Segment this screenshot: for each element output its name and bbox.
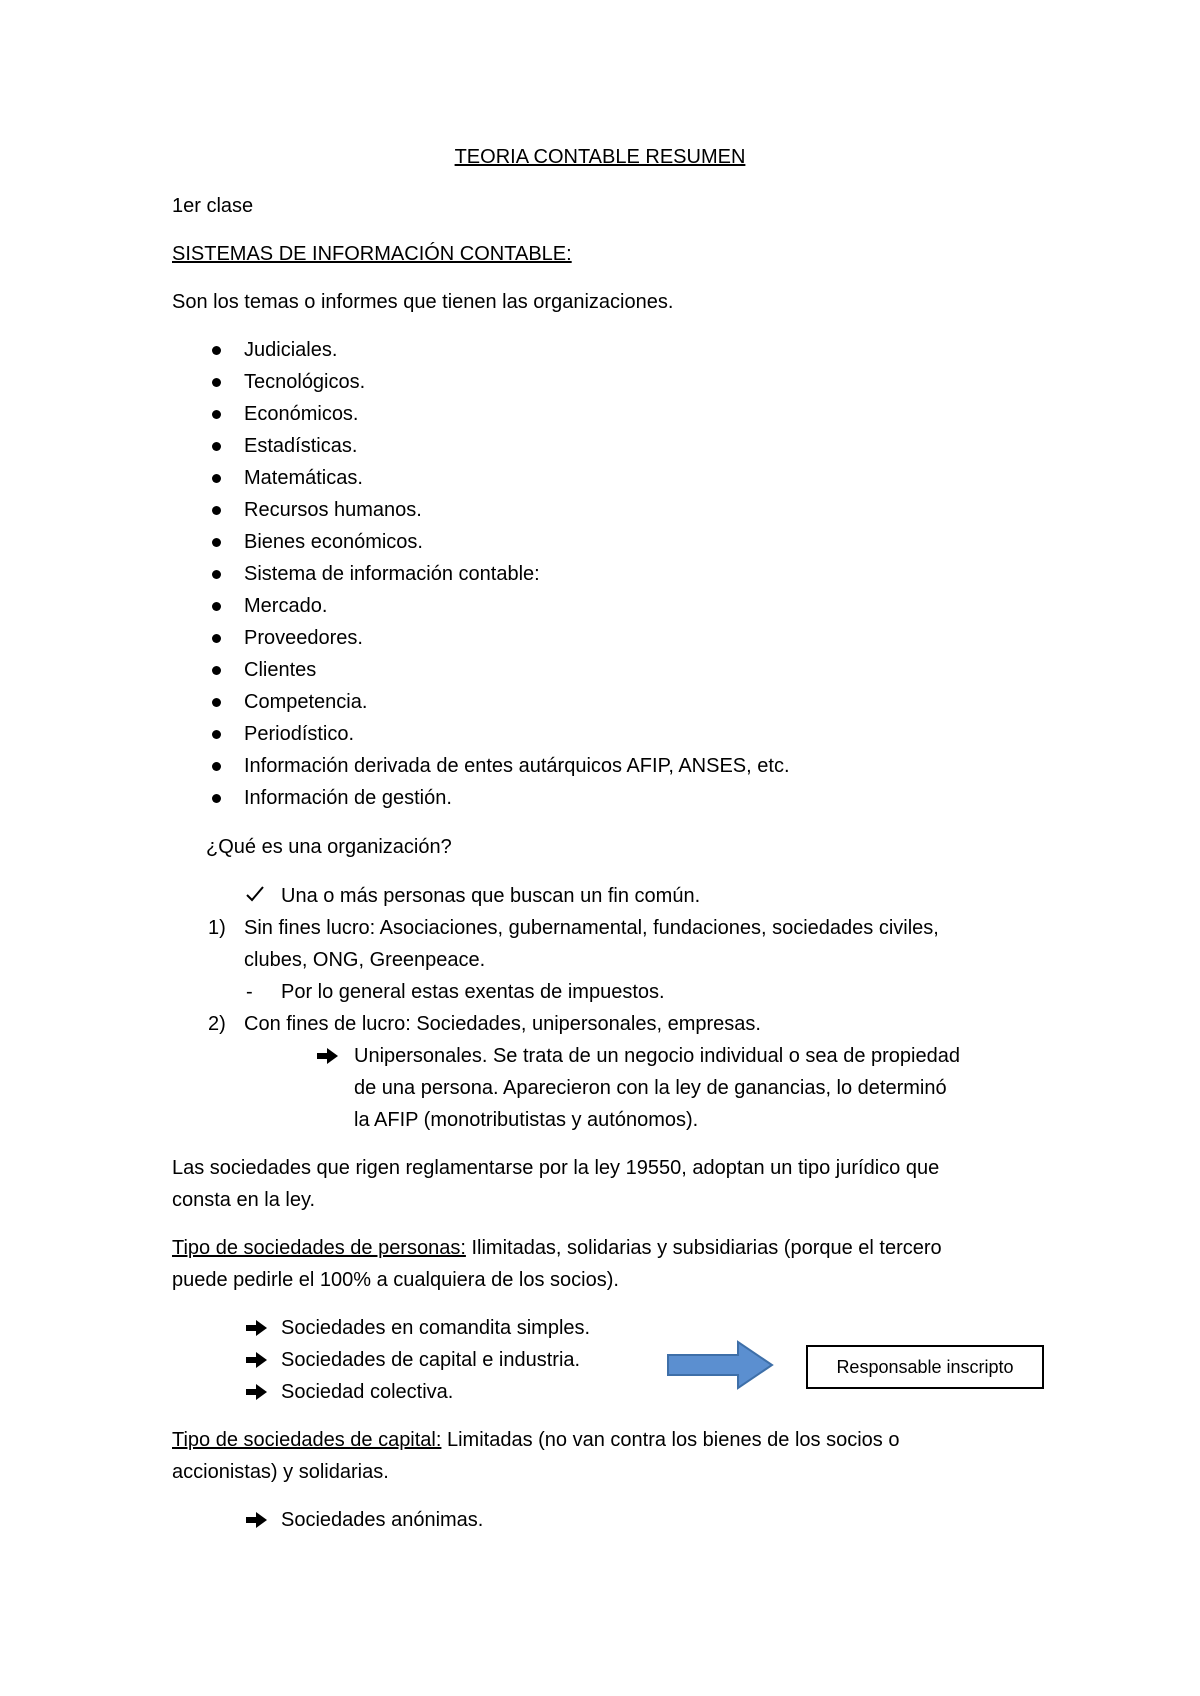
persons-paragraph-line1 <box>172 1235 942 1261</box>
list-item: Periodístico. <box>244 723 355 745</box>
bullet-icon <box>212 506 221 515</box>
bullet-icon <box>212 666 221 675</box>
list-item: Mercado. <box>244 595 328 617</box>
bullet-icon <box>212 794 221 803</box>
list-item: Bienes económicos. <box>244 531 423 553</box>
bullet-icon <box>212 570 221 579</box>
persons-paragraph-line2: puede pedirle el 100% a cualquiera de los socios). <box>172 1269 619 1291</box>
arrow-right-icon <box>246 1319 268 1337</box>
list-item: Información derivada de entes autárquicos AFIP, ANSES, etc. <box>244 755 790 777</box>
list-item: Económicos. <box>244 403 359 425</box>
checkmark-icon <box>246 886 264 902</box>
bullet-icon <box>212 378 221 387</box>
page-title: TEORIA CONTABLE RESUMEN <box>454 146 746 168</box>
class-label: 1er clase <box>172 195 254 217</box>
list-item: Judiciales. <box>244 339 338 361</box>
bullet-icon <box>212 346 221 355</box>
capital-paragraph-line2: accionistas) y solidarias. <box>172 1461 389 1483</box>
capital-item: Sociedades anónimas. <box>281 1509 484 1531</box>
capital-rest: Limitadas (no van contra los bienes de los socios o <box>441 1429 900 1451</box>
section-heading: SISTEMAS DE INFORMACIÓN CONTABLE: <box>172 243 572 265</box>
nonprofit-line1: Sin fines lucro: Asociaciones, gubernamental, fundaciones, sociedades civiles, <box>244 917 939 939</box>
list-item: Matemáticas. <box>244 467 363 489</box>
bullet-icon <box>212 634 221 643</box>
dash-item: Por lo general estas exentas de impuestos. <box>281 981 665 1003</box>
arrow-right-icon <box>246 1383 268 1401</box>
bullet-icon <box>212 410 221 419</box>
persons-item: Sociedad colectiva. <box>281 1381 454 1403</box>
nonprofit-line2: clubes, ONG, Greenpeace. <box>244 949 486 971</box>
persons-item: Sociedades en comandita simples. <box>281 1317 591 1339</box>
bullet-icon <box>212 538 221 547</box>
capital-label: Tipo de sociedades de capital: <box>172 1429 442 1451</box>
blue-block-arrow-icon <box>666 1339 776 1391</box>
sub-item-line3: la AFIP (monotributistas y autónomos). <box>354 1109 699 1131</box>
sub-item-line1: Unipersonales. Se trata de un negocio individual o sea de propiedad <box>354 1045 960 1067</box>
check-item: Una o más personas que buscan un fin común. <box>281 885 701 907</box>
list-item: Información de gestión. <box>244 787 452 809</box>
law-paragraph-line2: consta en la ley. <box>172 1189 316 1211</box>
bullet-icon <box>212 698 221 707</box>
list-number: 2) <box>208 1013 226 1035</box>
bullet-icon <box>212 442 221 451</box>
dash-marker: - <box>246 981 253 1003</box>
capital-paragraph-line1 <box>172 1427 899 1453</box>
persons-rest: Ilimitadas, solidarias y subsidiarias (porque el tercero <box>465 1237 942 1259</box>
bullet-icon <box>212 730 221 739</box>
responsable-inscripto-box: Responsable inscripto <box>806 1345 1044 1389</box>
list-item: Clientes <box>244 659 317 681</box>
list-item: Competencia. <box>244 691 368 713</box>
list-item: Tecnológicos. <box>244 371 366 393</box>
arrow-right-icon <box>317 1047 339 1065</box>
sub-item-line2: de una persona. Aparecieron con la ley de ganancias, lo determinó <box>354 1077 947 1099</box>
persons-item: Sociedades de capital e industria. <box>281 1349 581 1371</box>
persons-label: Tipo de sociedades de personas: <box>172 1237 466 1259</box>
list-item: Sistema de información contable: <box>244 563 540 585</box>
bullet-icon <box>212 602 221 611</box>
forprofit-line: Con fines de lucro: Sociedades, unipersonales, empresas. <box>244 1013 761 1035</box>
arrow-right-icon <box>246 1511 268 1529</box>
law-paragraph-line1: Las sociedades que rigen reglamentarse por la ley 19550, adoptan un tipo jurídico que <box>172 1157 940 1179</box>
arrow-right-icon <box>246 1351 268 1369</box>
list-number: 1) <box>208 917 226 939</box>
bullet-icon <box>212 762 221 771</box>
list-item: Recursos humanos. <box>244 499 422 521</box>
list-item: Estadísticas. <box>244 435 358 457</box>
list-item: Proveedores. <box>244 627 363 649</box>
bullet-icon <box>212 474 221 483</box>
section-intro: Son los temas o informes que tienen las organizaciones. <box>172 291 674 313</box>
organization-question: ¿Qué es una organización? <box>206 836 452 858</box>
